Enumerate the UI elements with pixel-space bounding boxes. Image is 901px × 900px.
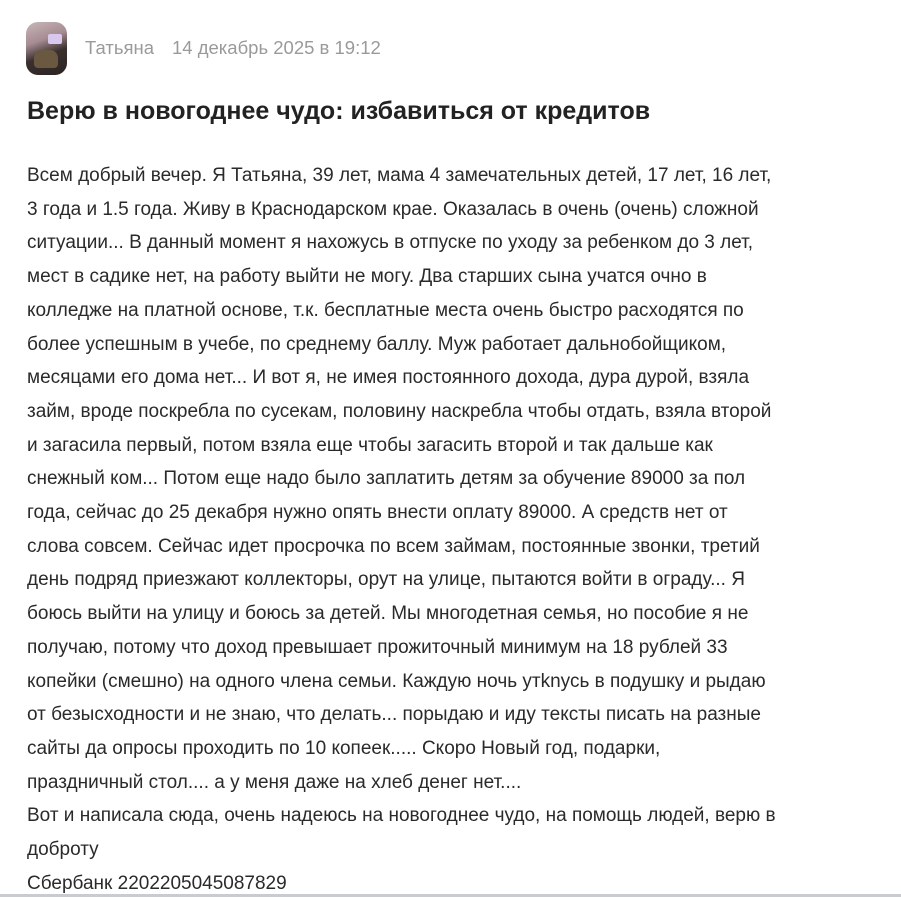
author-name[interactable]: Татьяна: [85, 37, 154, 58]
post-body-line: года, сейчас до 25 декабря нужно опять внести оплату 89000. А средств нет от: [27, 502, 728, 524]
post-body-line: слова совсем. Сейчас идет просрочка по всем займам, постоянные звонки, третий: [27, 535, 760, 557]
post-body-line: праздничный стол.... а у меня даже на хлеб денег нет....: [27, 771, 522, 793]
post-title: Верю в новогоднее чудо: избавиться от кредитов: [27, 97, 651, 125]
post-body-line: ситуации... В данный момент я нахожусь в отпуске по уходу за ребенком до 3 лет,: [27, 232, 754, 254]
post-body-line: боюсь выйти на улицу и боюсь за детей. Мы многодетная семья, но пособие я не: [27, 603, 749, 625]
post-body-line: мест в садике нет, на работу выйти не могу. Два старших сына учатся очно в: [27, 266, 707, 288]
post-date: 14 декабрь 2025 в 19:12: [172, 37, 381, 58]
author-avatar[interactable]: [26, 22, 67, 75]
post-body-line: Вот и написала сюда, очень надеюсь на новогоднее чудо, на помощь людей, верю в: [27, 805, 776, 827]
post-body-line: месяцами его дома нет... И вот я, не имея постоянного дохода, дура дурой, взяла: [27, 367, 750, 389]
post-body-line: день подряд приезжают коллекторы, орут на улице, пытаются войти в ограду... Я: [27, 569, 745, 591]
post-body-line: 3 года и 1.5 года. Живу в Краснодарском крае. Оказалась в очень (очень) сложной: [27, 198, 759, 220]
post-body-line: займ, вроде поскребла по сусекам, половину наскребла чтобы отдать, взяла второй: [27, 400, 772, 422]
post-body-line: копейки (смешно) на одного члена семьи. Каждую ночь утknусь в подушку и рыдаю: [27, 670, 766, 692]
post-body-line: снежный ком... Потом еще надо было заплатить детям за обучение 89000 за пол: [27, 468, 746, 490]
post-body: [27, 159, 776, 900]
post-body-line: сайты да опросы проходить по 10 копеек..... Скоро Новый год, подарки,: [27, 737, 661, 759]
post-body-line: колледже на платной основе, т.к. бесплатные места очень быстро расходятся по: [27, 299, 744, 321]
post-body-line: более успешным в учебе, по среднему баллу. Муж работает дальнобойщиком,: [27, 333, 727, 355]
post-body-line: Сбербанк 2202205045087829: [27, 872, 287, 894]
post-body-line: получаю, потому что доход превышает прожиточный минимум на 18 рублей 33: [27, 636, 728, 658]
post-body-line: от безысходности и не знаю, что делать... порыдаю и иду тексты писать на разные: [27, 704, 761, 726]
post-body-line: доброту: [27, 839, 99, 861]
post-header: [26, 21, 381, 75]
post-body-line: Всем добрый вечер. Я Татьяна, 39 лет, мама 4 замечательных детей, 17 лет, 16 лет,: [27, 165, 772, 186]
post-body-line: и загасила первый, потом взяла еще чтобы загасить второй и так дальше как: [27, 434, 713, 456]
